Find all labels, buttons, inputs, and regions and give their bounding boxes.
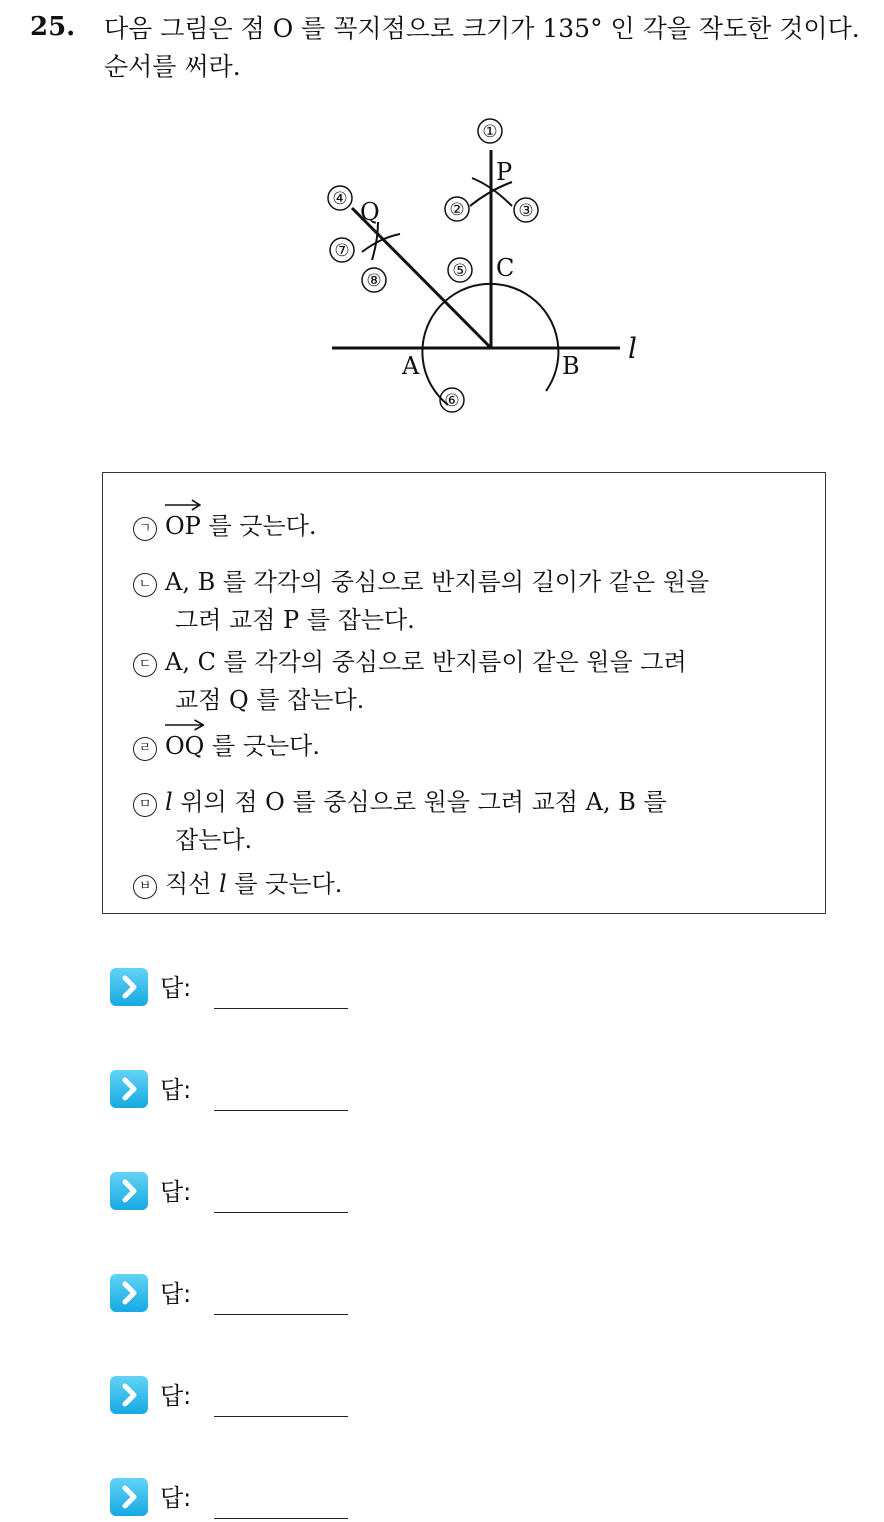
answer-blank[interactable] xyxy=(214,1008,348,1009)
step-3: ㄷ A, C 를 각각의 중심으로 반지름이 같은 원을 그려 xyxy=(133,643,687,681)
question-number: 25. xyxy=(30,12,76,42)
step-3-cont: 교점 Q 를 잡는다. xyxy=(175,686,365,714)
answer-label: 답: xyxy=(160,974,192,1002)
label-p: P xyxy=(496,158,513,186)
answer-blank[interactable] xyxy=(214,1314,348,1315)
label-a: A xyxy=(402,352,420,380)
chevron-right-icon xyxy=(110,1478,148,1516)
answer-label: 답: xyxy=(160,1076,192,1104)
answer-label: 답: xyxy=(160,1178,192,1206)
marker-2: ② xyxy=(449,200,465,220)
step-6: ㅂ 직선 l 를 긋는다. xyxy=(133,865,342,903)
step-marker: ㄱ xyxy=(133,517,157,541)
step-2-cont: 그려 교점 P 를 잡는다. xyxy=(175,606,415,634)
steps-box xyxy=(102,472,826,914)
marker-6: ⑥ xyxy=(444,391,460,411)
step-marker: ㄷ xyxy=(133,653,157,677)
label-q: Q xyxy=(360,198,380,226)
answer-blank[interactable] xyxy=(214,1110,348,1111)
marker-3: ③ xyxy=(518,201,534,221)
marker-5: ⑤ xyxy=(452,261,468,281)
vector-op: OP xyxy=(165,507,201,545)
marker-4: ④ xyxy=(332,189,348,209)
answer-label: 답: xyxy=(160,1484,192,1512)
label-l: l xyxy=(628,332,637,365)
chevron-right-icon xyxy=(110,1172,148,1210)
question-text-2: 순서를 써라. xyxy=(104,52,241,81)
label-c: C xyxy=(496,254,515,282)
answer-label: 답: xyxy=(160,1280,192,1308)
step-marker: ㄴ xyxy=(133,573,157,597)
chevron-right-icon xyxy=(110,1274,148,1312)
step-marker: ㅂ xyxy=(133,875,157,899)
step-4: ㄹ OQ 를 긋는다. xyxy=(133,727,320,765)
answer-label: 답: xyxy=(160,1382,192,1410)
answer-blank[interactable] xyxy=(214,1416,348,1417)
step-1: ㄱ OP 를 긋는다. xyxy=(133,507,316,545)
marker-1: ① xyxy=(482,122,498,142)
construction-figure xyxy=(300,110,660,430)
chevron-right-icon xyxy=(110,968,148,1006)
question-text: 다음 그림은 점 O 를 꼭지점으로 크기가 135° 인 각을 작도한 것이다. xyxy=(104,14,860,43)
step-5: ㅁ l 위의 점 O 를 중심으로 원을 그려 교점 A, B 를 xyxy=(133,783,667,821)
answer-blank[interactable] xyxy=(214,1212,348,1213)
chevron-right-icon xyxy=(110,1070,148,1108)
marker-7: ⑦ xyxy=(334,241,350,261)
vector-oq: OQ xyxy=(165,727,204,765)
step-5-cont: 잡는다. xyxy=(175,826,253,854)
marker-8: ⑧ xyxy=(366,271,382,291)
label-b: B xyxy=(562,352,580,380)
step-marker: ㄹ xyxy=(133,737,157,761)
step-marker: ㅁ xyxy=(133,793,157,817)
step-2: ㄴ A, B 를 각각의 중심으로 반지름의 길이가 같은 원을 xyxy=(133,563,709,601)
answer-blank[interactable] xyxy=(214,1518,348,1519)
chevron-right-icon xyxy=(110,1376,148,1414)
